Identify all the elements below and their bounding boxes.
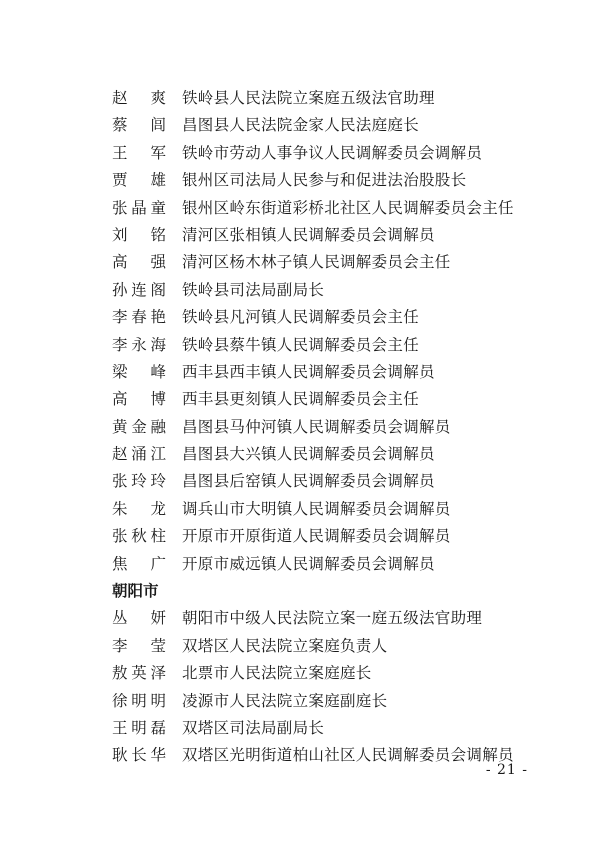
list-item [112,112,552,139]
person-name: 焦 广 [112,554,166,573]
person-name: 孙连阁 [112,280,166,299]
person-title: 铁岭县蔡牛镇人民调解委员会主任 [182,335,420,354]
person-name: 张玲玲 [112,472,166,491]
person-title: 昌图县人民法院金家人民法庭庭长 [182,116,420,135]
person-name: 张秋柱 [112,527,166,546]
person-title: 银州区司法局人民参与和促进法治股股长 [182,171,467,190]
list-item [112,249,552,276]
person-title: 双塔区司法局副局长 [182,718,325,737]
person-title: 昌图县马仲河镇人民调解委员会调解员 [182,417,451,436]
person-name: 徐明明 [112,691,166,710]
person-name: 黄金融 [112,417,166,436]
person-title: 双塔区光明街道柏山社区人民调解委员会调解员 [182,746,514,765]
person-name: 李春艳 [112,308,166,327]
person-title: 银州区岭东街道彩桥北社区人民调解委员会主任 [182,198,514,217]
person-title: 开原市开原街道人民调解委员会调解员 [182,527,451,546]
person-name: 王 军 [112,143,166,162]
person-title: 西丰县西丰镇人民调解委员会调解员 [182,362,435,381]
person-name: 李 莹 [112,636,166,655]
list-item [112,523,552,550]
list-item [112,386,552,413]
list-item [112,359,552,386]
person-title: 清河区杨木林子镇人民调解委员会主任 [182,253,451,272]
list-item [112,85,552,112]
list-item [112,414,552,441]
list-item [112,167,552,194]
list-item [112,715,552,742]
person-title: 西丰县更刻镇人民调解委员会主任 [182,390,420,409]
person-name: 李永海 [112,335,166,354]
person-name: 朱 龙 [112,499,166,518]
person-title: 北票市人民法院立案庭庭长 [182,664,372,683]
list-item [112,140,552,167]
page-number: - 21 - [485,762,528,778]
list-item [112,222,552,249]
person-name: 贾 雄 [112,171,166,190]
person-title: 铁岭县司法局副局长 [182,280,325,299]
person-title: 铁岭县人民法院立案庭五级法官助理 [182,89,435,107]
list-item [112,551,552,578]
list-item [112,688,552,715]
person-title: 昌图县大兴镇人民调解委员会调解员 [182,445,435,464]
list-item [112,277,552,304]
person-title: 清河区张相镇人民调解委员会调解员 [182,225,435,244]
person-name: 高 强 [112,253,166,272]
person-title: 铁岭市劳动人事争议人民调解委员会调解员 [182,143,483,162]
list-item [112,332,552,359]
person-name: 敖英泽 [112,664,166,683]
person-title: 铁岭县凡河镇人民调解委员会主任 [182,308,420,327]
person-title: 开原市威远镇人民调解委员会调解员 [182,554,435,573]
person-name: 蔡 闾 [112,116,166,135]
list-item [112,633,552,660]
list-item [112,441,552,468]
person-name: 王明磊 [112,718,166,737]
section-heading: 朝阳市 [112,582,159,601]
person-title: 凌源市人民法院立案庭副庭长 [182,691,388,710]
person-name: 张晶童 [112,198,166,217]
person-title: 双塔区人民法院立案庭负责人 [182,636,388,655]
person-title: 朝阳市中级人民法院立案一庭五级法官助理 [182,609,483,628]
person-name: 梁 峰 [112,362,166,381]
list-item [112,605,552,632]
person-name: 高 博 [112,390,166,409]
list-item [112,660,552,687]
person-name: 赵 爽 [112,89,166,107]
award-list [112,85,552,770]
list-item [112,468,552,495]
list-item [112,195,552,222]
list-item [112,496,552,523]
person-title: 调兵山市大明镇人民调解委员会调解员 [182,499,451,518]
person-name: 刘 铭 [112,225,166,244]
person-title: 昌图县后窑镇人民调解委员会调解员 [182,472,435,491]
list-item [112,304,552,331]
person-name: 丛 妍 [112,609,166,628]
person-name: 耿长华 [112,746,166,765]
person-name: 赵涌江 [112,445,166,464]
